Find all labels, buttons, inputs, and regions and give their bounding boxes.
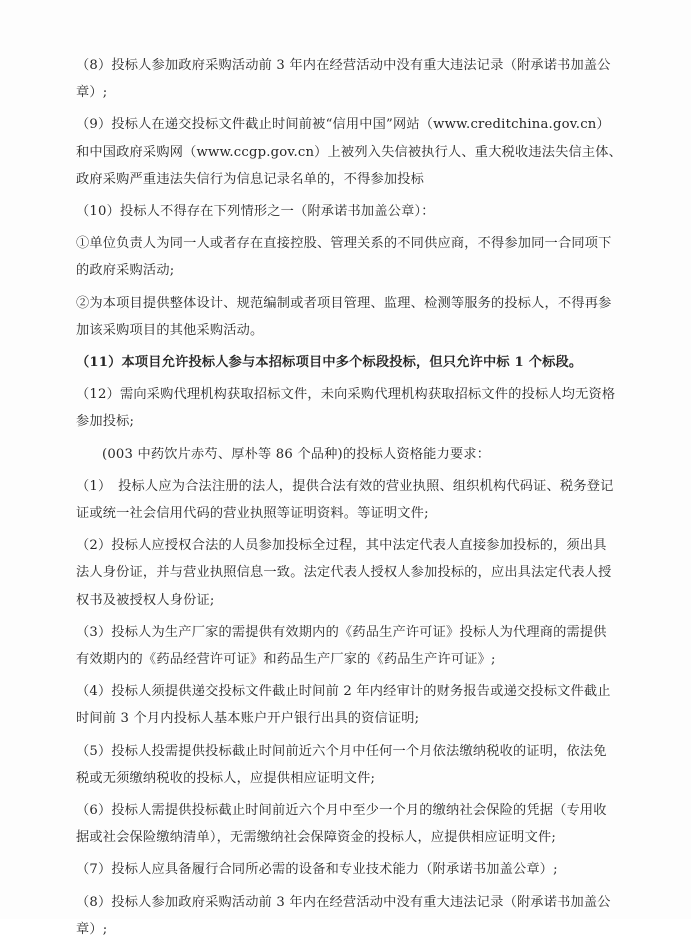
text-line: （5）投标人投需提供投标截止时间前近六个月中任何一个月依法缴纳税收的证明，依法免 <box>76 743 607 759</box>
paragraph-req-12 <box>76 381 636 435</box>
text-line: 税或无须缴纳税收的投标人，应提供相应证明文件; <box>76 770 376 786</box>
text-line: 权书及被授权人身份证; <box>76 592 215 608</box>
text-line: ①单位负责人为同一人或者存在直接控股、管理关系的不同供应商，不得参加同一合同项下 <box>76 236 612 252</box>
text-line: 的政府采购活动; <box>76 263 175 279</box>
paragraph-lot-req-1 <box>76 473 636 527</box>
text-line: （8）投标人参加政府采购活动前 3 年内在经营活动中没有重大违法记录（附承诺书加盖公 <box>76 894 611 910</box>
document-body <box>76 52 636 948</box>
text-line: 加该采购项目的其他采购活动。 <box>76 322 264 338</box>
paragraph-req-10-item-2 <box>76 290 636 344</box>
text-line: （11）本项目允许投标人参与本招标项目中多个标段投标，但只允许中标 1 个标段。 <box>76 355 583 371</box>
text-line: 时间前 3 个月内投标人基本账户开户银行出具的资信证明; <box>76 711 420 727</box>
text-line: ②为本项目提供整体设计、规范编制或者项目管理、监理、检测等服务的投标人，不得再参 <box>76 295 612 311</box>
text-line: （2）投标人应授权合法的人员参加投标全过程，其中法定代表人直接参加投标的，须出具 <box>76 538 607 554</box>
paragraph-req-9 <box>76 111 636 193</box>
paragraph-lot-req-3 <box>76 619 636 673</box>
text-line: （10）投标人不得存在下列情形之一（附承诺书加盖公章）： <box>76 204 435 220</box>
paragraph-lot-req-6 <box>76 797 636 851</box>
paragraph-req-8 <box>76 52 636 106</box>
text-line: （6）投标人需提供投标截止时间前近六个月中至少一个月的缴纳社会保险的凭据（专用收 <box>76 803 607 819</box>
text-line: 章）; <box>76 85 108 101</box>
text-line: （4）投标人须提供递交投标文件截止时间前 2 年内经审计的财务报告或递交投标文件截止 <box>76 684 611 700</box>
text-line: 据或社会保险缴纳清单），无需缴纳社会保障资金的投标人，应提供相应证明文件; <box>76 830 556 846</box>
text-line: （7）投标人应具备履行合同所必需的设备和专业技术能力（附承诺书加盖公章）; <box>76 862 558 878</box>
paragraph-req-10-item-1 <box>76 230 636 284</box>
paragraph-lot-req-4 <box>76 678 636 732</box>
text-line: 证或统一社会信用代码的营业执照等证明资料。等证明文件; <box>76 506 429 522</box>
text-line: 法人身份证，并与营业执照信息一致。法定代表人授权人参加投标的，应出具法定代表人授 <box>76 565 612 581</box>
paragraph-lot-req-7 <box>76 856 636 883</box>
text-line: 参加投标; <box>76 414 135 430</box>
text-line: （3）投标人为生产厂家的需提供有效期内的《药品生产许可证》投标人为代理商的需提供 <box>76 624 607 640</box>
text-line: （1） 投标人应为合法注册的法人，提供合法有效的营业执照、组织机构代码证、税务登记 <box>76 478 614 494</box>
paragraph-req-11 <box>76 349 636 376</box>
text-line: 和中国政府采购网（www.ccgp.gov.cn）上被列入失信被执行人、重大税收违法失信主体、 <box>76 144 623 160</box>
text-line: （9）投标人在递交投标文件截止时间前被“信用中国”网站（www.creditchina.gov.cn） <box>76 117 610 133</box>
text-line: （12）需向采购代理机构获取招标文件，未向采购代理机构获取招标文件的投标人均无资格 <box>76 387 616 403</box>
paragraph-lot-req-8 <box>76 889 636 943</box>
text-line: (003 中药饮片赤芍、厚朴等 86 个品种)的投标人资格能力要求： <box>102 446 491 462</box>
text-line: （8）投标人参加政府采购活动前 3 年内在经营活动中没有重大违法记录（附承诺书加盖公 <box>76 58 611 73</box>
section-heading-lot-003 <box>76 441 636 468</box>
paragraph-lot-req-5 <box>76 738 636 792</box>
text-line: 有效期内的《药品经营许可证》和药品生产厂家的《药品生产许可证》; <box>76 652 496 668</box>
text-line: 政府采购严重违法失信行为信息记录名单的，不得参加投标 <box>76 171 425 187</box>
paragraph-req-10 <box>76 198 636 225</box>
text-line: 章）; <box>76 921 108 937</box>
paragraph-lot-req-2 <box>76 532 636 614</box>
